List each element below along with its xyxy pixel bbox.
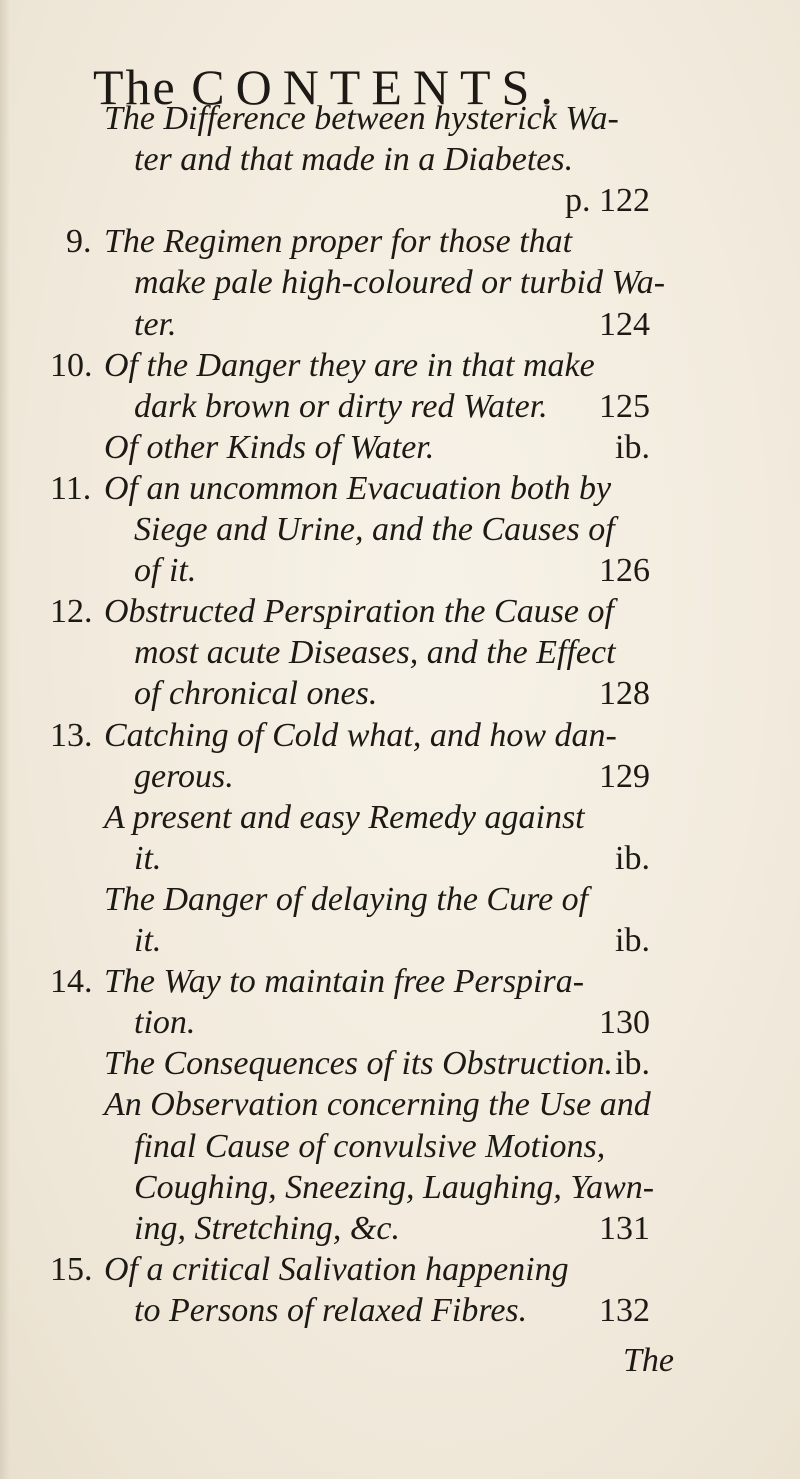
catchword-line (0, 1338, 800, 1384)
contents-entry-line (0, 466, 800, 512)
entry-page-number: 126 (599, 552, 650, 589)
entry-title: ing, Stretching, &c. (134, 1210, 400, 1247)
contents-entry-line (0, 1165, 800, 1211)
entry-title: The Danger of delaying the Cure of (104, 881, 589, 918)
contents-entry-line (0, 260, 800, 306)
entry-title: The Difference between hysterick Wa- (104, 100, 619, 137)
contents-entry-line (0, 425, 800, 471)
entry-number: 15. (50, 1251, 93, 1288)
entry-number: 10. (50, 347, 93, 384)
entry-title: it. (134, 922, 162, 959)
contents-entry-line (0, 1041, 800, 1087)
entry-number: 11. (50, 470, 92, 507)
entry-page-number: 124 (599, 306, 650, 343)
entry-title: it. (134, 840, 162, 877)
contents-entry-line (0, 918, 800, 964)
contents-entry-line (0, 137, 800, 183)
entry-title: Of an uncommon Evacuation both by (104, 470, 612, 507)
contents-entry-line (0, 178, 800, 224)
contents-entry-line (0, 384, 800, 430)
entry-page-number: p. 122 (565, 182, 650, 219)
entry-number: 9. (66, 223, 92, 260)
contents-entry-line (0, 1082, 800, 1128)
entry-page-number: 131 (599, 1210, 650, 1247)
contents-entry-line (0, 343, 800, 389)
contents-entry-line (0, 96, 800, 142)
entry-title: make pale high-coloured or turbid Wa- (134, 264, 666, 301)
entry-title: A present and easy Remedy against (104, 799, 585, 836)
entry-number: 12. (50, 593, 93, 630)
contents-entry-line (0, 795, 800, 841)
contents-entry-line (0, 302, 800, 348)
contents-entry-line (0, 671, 800, 717)
entry-title: final Cause of convulsive Motions, (134, 1128, 606, 1165)
catchword: The (623, 1342, 674, 1379)
entry-page-number: 129 (599, 758, 650, 795)
entry-title: dark brown or dirty red Water. (134, 388, 548, 425)
entry-title: ter. (134, 306, 177, 343)
entry-title: Siege and Urine, and the Causes of (134, 511, 615, 548)
entry-title: ter and that made in a Diabetes. (134, 141, 574, 178)
entry-title: Coughing, Sneezing, Laughing, Yawn- (134, 1169, 655, 1206)
contents-entry-line (0, 507, 800, 553)
entry-title: The Way to maintain free Perspira- (104, 963, 585, 1000)
entry-title: of it. (134, 552, 197, 589)
entry-page-number: ib. (615, 429, 650, 466)
contents-entry-line (0, 1288, 800, 1334)
entry-page-number: 125 (599, 388, 650, 425)
running-head-contents: CONTENTS. (191, 59, 564, 115)
entry-page-number: 132 (599, 1292, 650, 1329)
contents-entry-line (0, 1247, 800, 1293)
contents-entry-line (0, 754, 800, 800)
entry-title: to Persons of relaxed Fibres. (134, 1292, 528, 1329)
entry-title: gerous. (134, 758, 234, 795)
entry-title: Of other Kinds of Water. (104, 429, 435, 466)
entry-page-number: 130 (599, 1004, 650, 1041)
entry-title: Of the Danger they are in that make (104, 347, 595, 384)
entry-number: 14. (50, 963, 93, 1000)
contents-entry-line (0, 877, 800, 923)
contents-entry-line (0, 1124, 800, 1170)
contents-entry-line (0, 836, 800, 882)
entry-title: An Observation concerning the Use and (104, 1086, 651, 1123)
entry-title: Obstructed Perspiration the Cause of (104, 593, 614, 630)
entry-page-number: ib. (615, 922, 650, 959)
contents-entry-line (0, 713, 800, 759)
contents-entry-line (0, 630, 800, 676)
contents-entry-line (0, 219, 800, 265)
entry-page-number: ib. (615, 840, 650, 877)
entry-title: tion. (134, 1004, 196, 1041)
entry-title: Of a critical Salivation happening (104, 1251, 569, 1288)
entry-title: The Consequences of its Obstruction. (104, 1045, 614, 1082)
contents-entry-line (0, 959, 800, 1005)
entry-page-number: ib. (615, 1045, 650, 1082)
contents-entry-line (0, 548, 800, 594)
entry-title: Catching of Cold what, and how dan- (104, 717, 617, 754)
entry-number: 13. (50, 717, 93, 754)
contents-entry-line (0, 1206, 800, 1252)
contents-entry-line (0, 1000, 800, 1046)
entry-title: most acute Diseases, and the Effect (134, 634, 616, 671)
entry-title: The Regimen proper for those that (104, 223, 573, 260)
entry-page-number: 128 (599, 675, 650, 712)
entry-title: of chronical ones. (134, 675, 378, 712)
running-head-the: The (93, 59, 177, 115)
contents-entry-line (0, 589, 800, 635)
